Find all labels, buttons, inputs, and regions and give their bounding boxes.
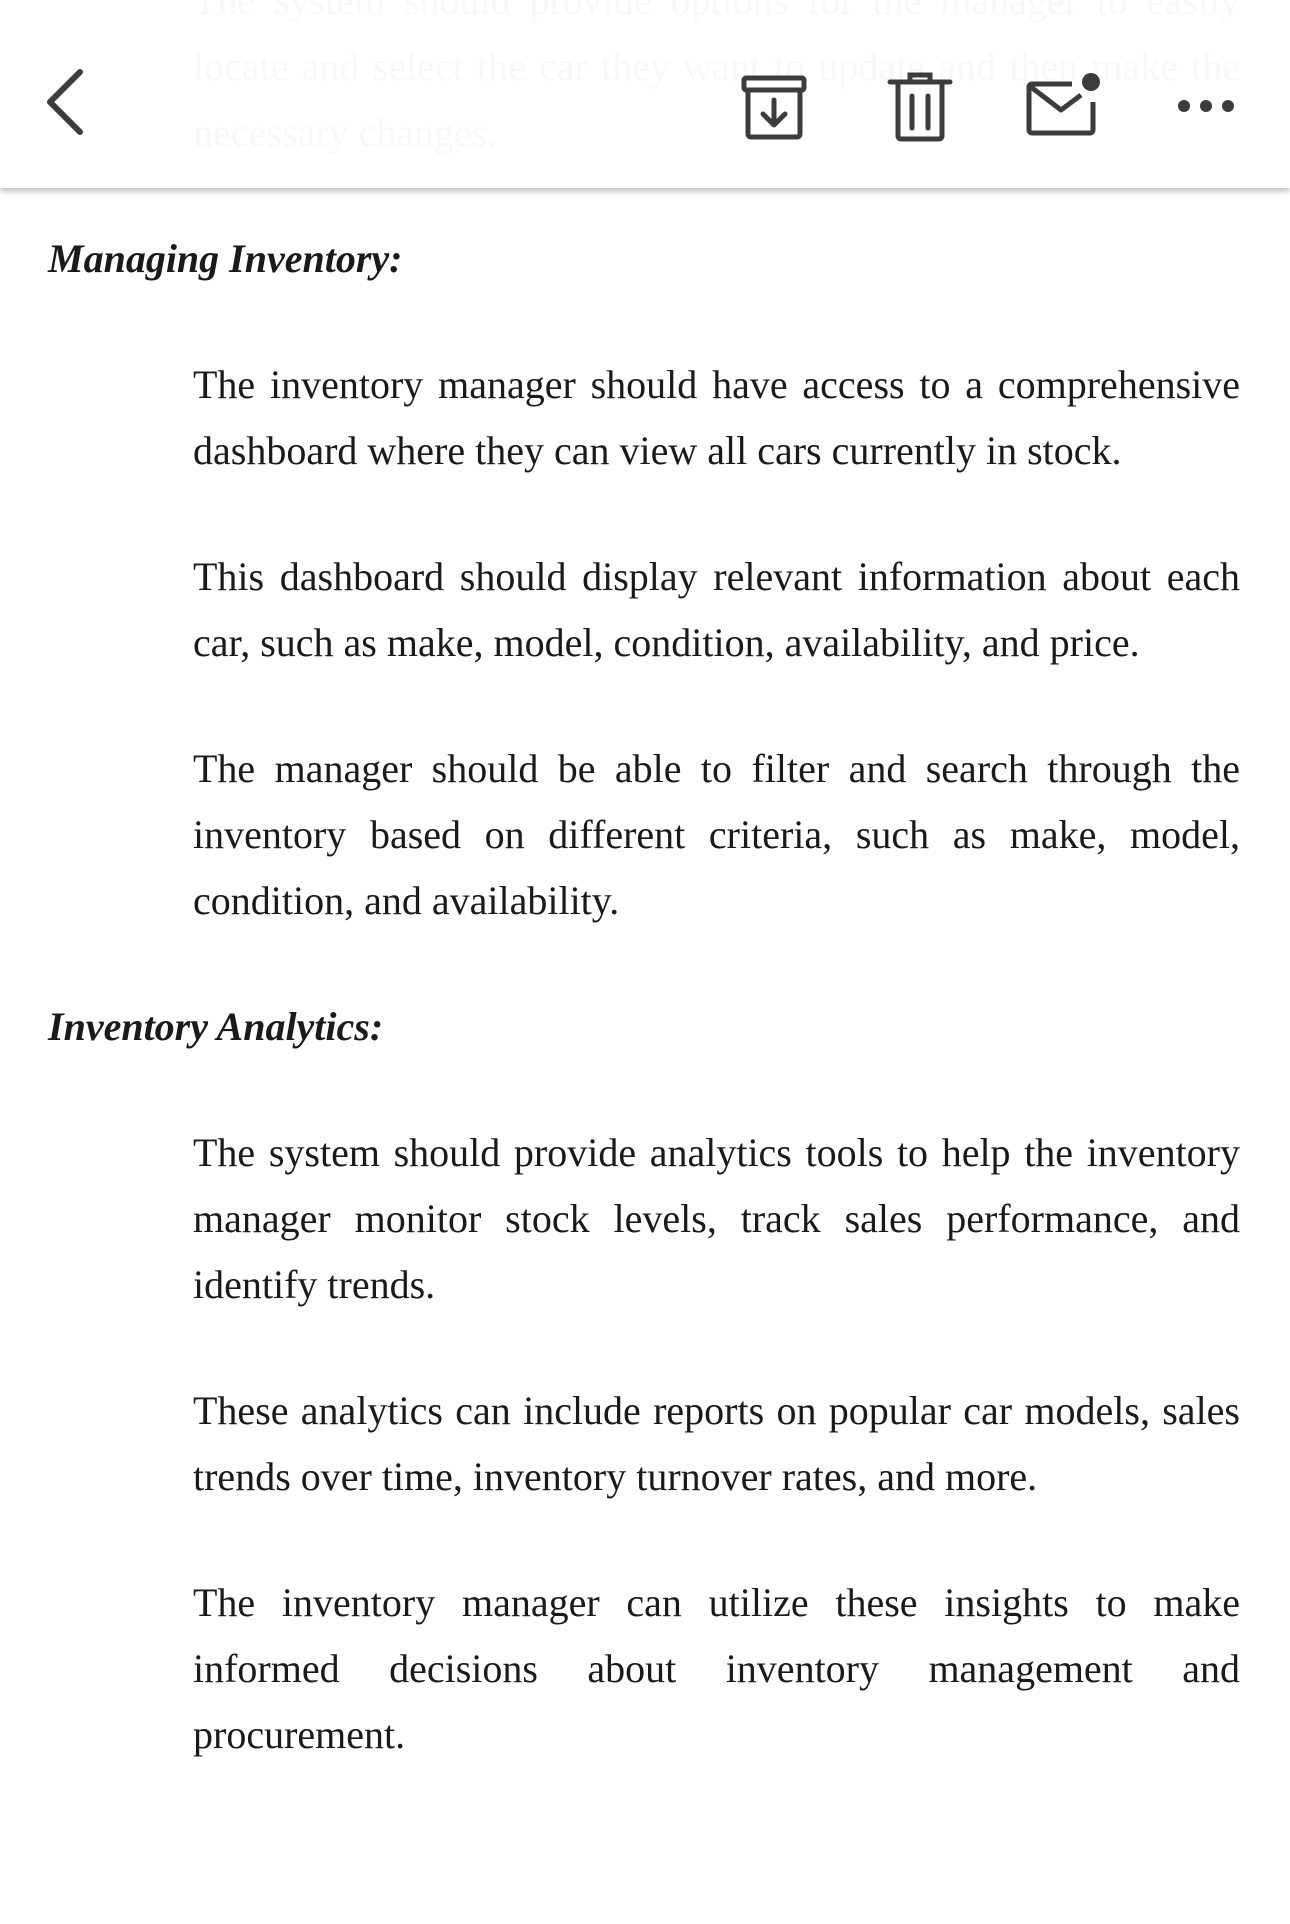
more-horizontal-icon bbox=[1170, 86, 1242, 126]
paragraph: The system should provide analytics tools to help the inventory manager monitor stock levels, track sales performance, and identify trends. bbox=[193, 1130, 1240, 1307]
mark-unread-button[interactable] bbox=[1024, 70, 1104, 138]
paragraph: The inventory manager can utilize these insights to make informed decisions about inventory management and procurement. bbox=[193, 1580, 1240, 1757]
chevron-left-icon bbox=[36, 62, 96, 142]
paragraph: The manager should be able to filter and search through the inventory based on different criteria, such as make, model, condition, and availability. bbox=[193, 746, 1240, 923]
more-button[interactable] bbox=[1170, 86, 1242, 126]
section-heading-managing-inventory: Managing Inventory: bbox=[48, 236, 403, 281]
paragraph: This dashboard should display relevant information about each car, such as make, model, condition, availability, and price. bbox=[193, 554, 1240, 665]
back-button[interactable] bbox=[36, 62, 96, 142]
trash-icon bbox=[884, 70, 956, 144]
archive-button[interactable] bbox=[738, 72, 810, 144]
delete-button[interactable] bbox=[884, 70, 956, 144]
section-heading-inventory-analytics: Inventory Analytics: bbox=[48, 1004, 384, 1049]
top-toolbar bbox=[0, 0, 1290, 188]
paragraph: These analytics can include reports on popular car models, sales trends over time, inventory turnover rates, and more. bbox=[193, 1388, 1240, 1499]
archive-icon bbox=[738, 72, 810, 144]
mail-unread-icon bbox=[1024, 70, 1104, 138]
paragraph: The inventory manager should have access to a comprehensive dashboard where they can view all cars currently in stock. bbox=[193, 362, 1240, 473]
